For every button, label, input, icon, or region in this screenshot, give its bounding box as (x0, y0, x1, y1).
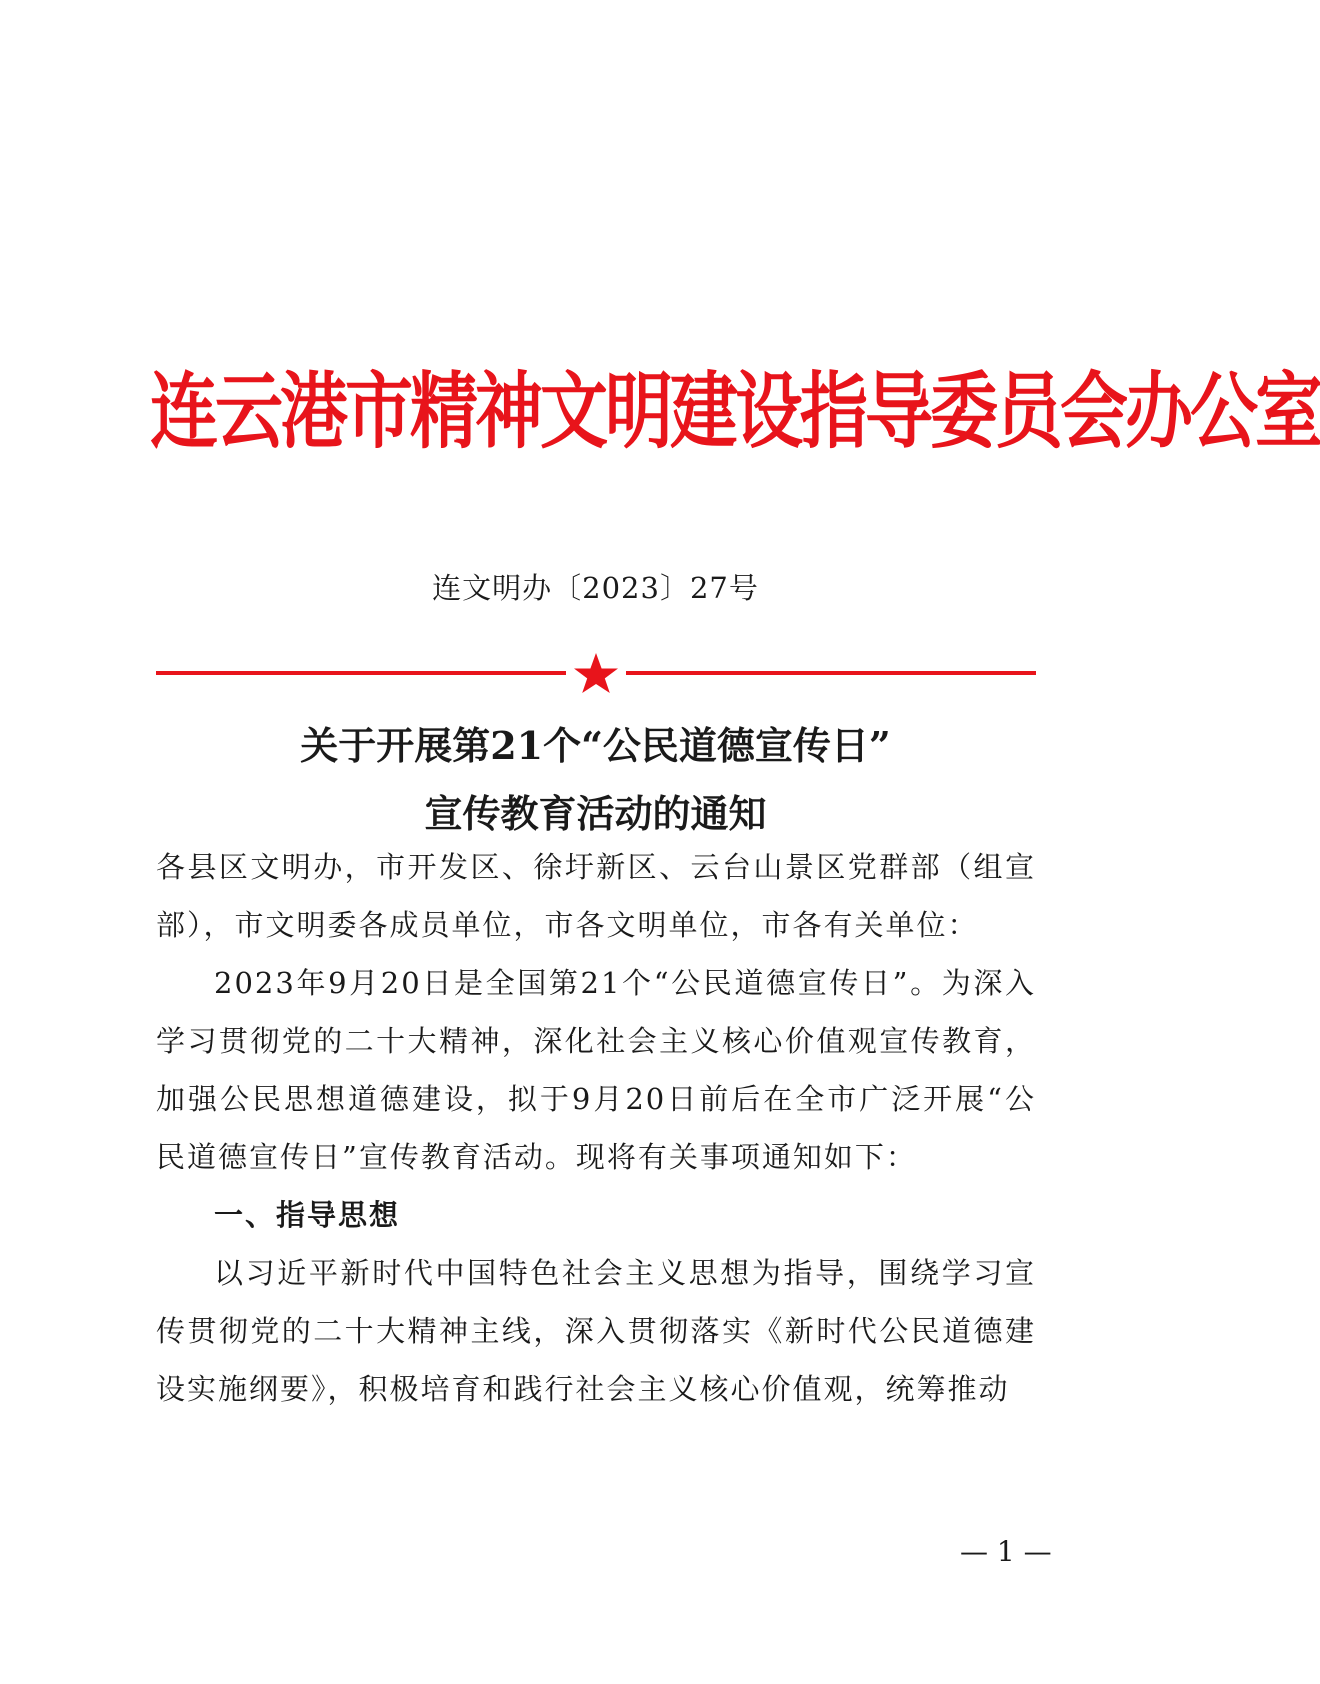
divider-line-left (156, 671, 566, 675)
page-number: — 1 — (960, 1535, 1052, 1568)
issuing-organization-header: 连云港市精神文明建设指导委员会办公室 (150, 364, 1320, 461)
section-paragraph: 以习近平新时代中国特色社会主义思想为指导，围绕学习宣传贯彻党的二十大精神主线，深入贯彻落实《新时代公民道德建设实施纲要》，积极培育和践行社会主义核心价值观，统筹推动 (156, 1256, 1036, 1406)
document-title-line-1: 关于开展第21个“公民道德宣传日” (300, 723, 891, 768)
red-divider (156, 652, 1036, 692)
divider-line-right (626, 671, 1036, 675)
star-icon (572, 652, 620, 694)
document-body (156, 838, 1036, 1418)
section-heading-guiding-ideology: 一、指导思想 (214, 1198, 401, 1232)
intro-paragraph: 2023年9月20日是全国第21个“公民道德宣传日”。为深入学习贯彻党的二十大精神，深化社会主义核心价值观宣传教育，加强公民思想道德建设，拟于9月20日前后在全市广泛开展“公民道德宣传日”宣传教育活动。现将有关事项通知如下： (156, 966, 1036, 1174)
recipients-paragraph: 各县区文明办，市开发区、徐圩新区、云台山景区党群部（组宣部），市文明委各成员单位，市各文明单位，市各有关单位： (156, 850, 1036, 942)
document-number: 连文明办〔2023〕27号 (432, 571, 759, 605)
document-title-line-2: 宣传教育活动的通知 (424, 791, 767, 836)
